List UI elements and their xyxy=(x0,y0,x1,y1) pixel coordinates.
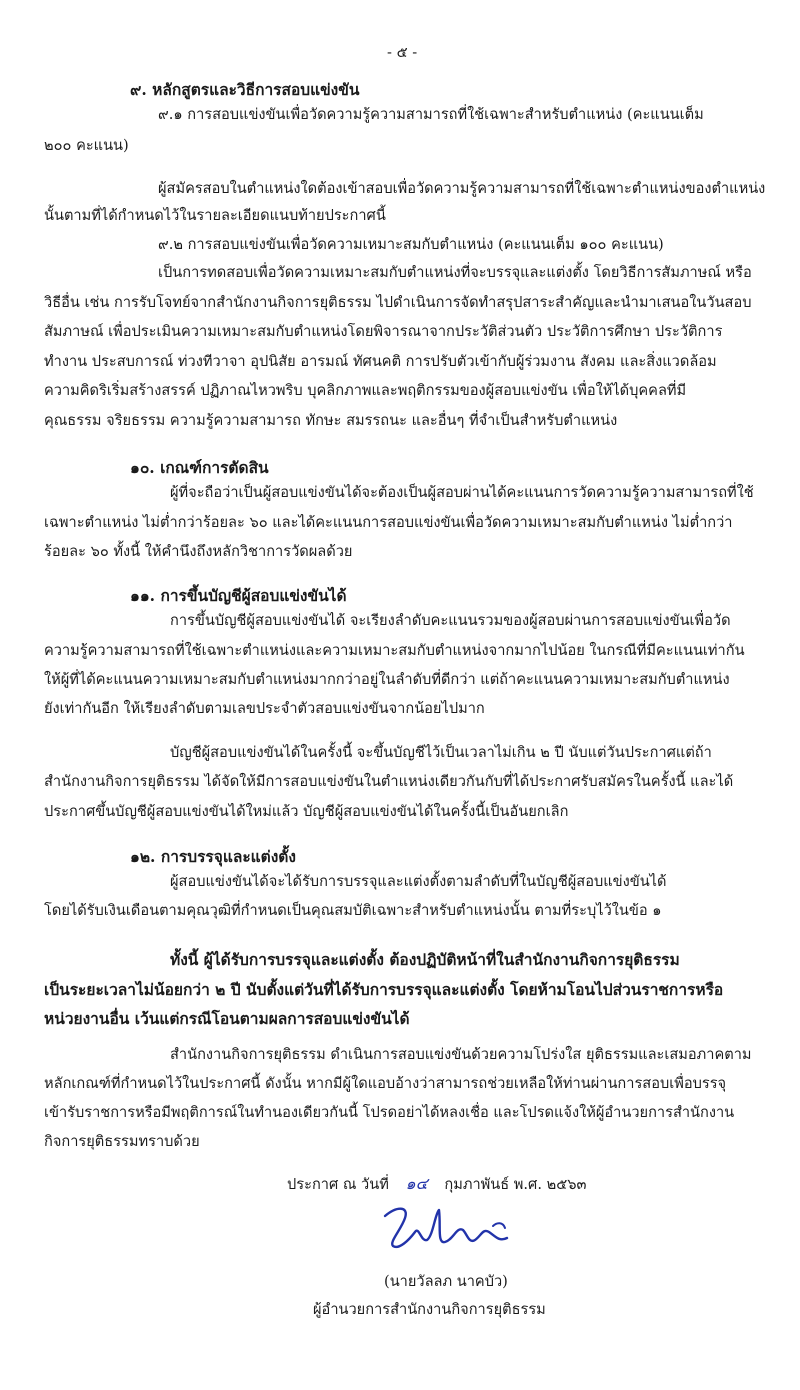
section-9-2-body-line: ทำงาน ประสบการณ์ ท่วงทีวาจา อุปนิสัย อารมณ์ ทัศนคติ การปรับตัวเข้ากับผู้ร่วมงาน สังคม และสิ่งแวดล้อม xyxy=(44,353,717,370)
signatory-name: (นายวัลลภ นาคบัว) xyxy=(384,1273,508,1290)
section-9-1-title: ๙.๑ การสอบแข่งขันเพื่อวัดความรู้ความสามารถที่ใช้เฉพาะสำหรับตำแหน่ง (คะแนนเต็ม xyxy=(158,106,704,123)
emphasis-line: หน่วยงานอื่น เว้นแต่กรณีโอนตามผลการสอบแข่งขันได้ xyxy=(44,1009,410,1028)
page-number: - ๕ - xyxy=(387,44,418,61)
section-10-heading: ๑๐. เกณฑ์การตัดสิน xyxy=(130,458,269,477)
section-11-body-line: ให้ผู้ที่ได้คะแนนความเหมาะสมกับตำแหน่งมากกว่าอยู่ในลำดับที่ดีกว่า แต่ถ้าคะแนนความเหมาะสมกับตำแหน่ง xyxy=(44,671,730,688)
section-10-body-line: เฉพาะตำแหน่ง ไม่ต่ำกว่าร้อยละ ๖๐ และได้คะแนนการสอบแข่งขันเพื่อวัดความเหมาะสมกับตำแหน่ง ไม่ต่ำกว่า xyxy=(44,514,733,531)
section-12-body-line: โดยได้รับเงินเดือนตามคุณวุฒิที่กำหนดเป็นคุณสมบัติเฉพาะสำหรับตำแหน่งนั้น ตามที่ระบุไว้ในข้อ ๑ xyxy=(44,902,662,919)
emphasis-line: เป็นระยะเวลาไม่น้อยกว่า ๒ ปี นับตั้งแต่วันที่ได้รับการบรรจุและแต่งตั้ง โดยห้ามโอนไปส่วนราชการหรือ xyxy=(44,980,724,999)
section-9-1-body-cont: นั้นตามที่ได้กำหนดไว้ในรายละเอียดแนบท้ายประกาศนี้ xyxy=(44,207,386,224)
signatory-position: ผู้อำนวยการสำนักงานกิจการยุติธรรม xyxy=(313,1301,546,1318)
section-9-heading: ๙. หลักสูตรและวิธีการสอบแข่งขัน xyxy=(130,80,360,99)
section-10-body-line: ร้อยละ ๖๐ ทั้งนี้ ให้คำนึงถึงหลักวิชาการวัดผลด้วย xyxy=(44,543,353,560)
section-11-body-line: บัญชีผู้สอบแข่งขันได้ในครั้งนี้ จะขึ้นบัญชีไว้เป็นเวลาไม่เกิน ๒ ปี นับแต่วันประกาศแต่ถ้า xyxy=(170,744,712,761)
emphasis-line: ทั้งนี้ ผู้ได้รับการบรรจุและแต่งตั้ง ต้องปฏิบัติหน้าที่ในสำนักงานกิจการยุติธรรม xyxy=(170,950,680,969)
section-11-body-line: การขึ้นบัญชีผู้สอบแข่งขันได้ จะเรียงลำดับคะแนนรวมของผู้สอบผ่านการสอบแข่งขันเพื่อวัด xyxy=(170,612,731,629)
section-10-body-line: ผู้ที่จะถือว่าเป็นผู้สอบแข่งขันได้จะต้องเป็นผู้สอบผ่านได้คะแนนการวัดความรู้ความสามารถที่ใช้ xyxy=(170,484,754,501)
closing-line: กิจการยุติธรรมทราบด้วย xyxy=(44,1133,200,1150)
section-12-heading: ๑๒. การบรรจุและแต่งตั้ง xyxy=(130,847,296,866)
section-11-body-line: ความรู้ความสามารถที่ใช้เฉพาะตำแหน่งและความเหมาะสมกับตำแหน่งจากมากไปน้อย ในกรณีที่มีคะแนนเท่ากัน xyxy=(44,642,745,659)
section-9-2-body-line: วิธีอื่น เช่น การรับโจทย์จากสำนักงานกิจการยุติธรรม ไปดำเนินการจัดทำสรุปสาระสำคัญและนำมาเสนอในวันสอบ xyxy=(44,294,752,311)
signature-image xyxy=(375,1196,525,1258)
closing-line: เข้ารับราชการหรือมีพฤติการณ์ในทำนองเดียวกันนี้ โปรดอย่าได้หลงเชื่อ และโปรดแจ้งให้ผู้อำนวยการสำนักงาน xyxy=(44,1104,735,1121)
announcement-month-year: กุมภาพันธ์ พ.ศ. ๒๕๖๓ xyxy=(444,1176,587,1193)
closing-line: สำนักงานกิจการยุติธรรม ดำเนินการสอบแข่งขันด้วยความโปร่งใส ยุติธรรมและเสมอภาคตาม xyxy=(170,1046,752,1063)
section-12-body-line: ผู้สอบแข่งขันได้จะได้รับการบรรจุและแต่งตั้งตามลำดับที่ในบัญชีผู้สอบแข่งขันได้ xyxy=(170,873,667,890)
section-9-2-body-line: ความคิดริเริ่มสร้างสรรค์ ปฏิภาณไหวพริบ บุคลิกภาพและพฤติกรรมของผู้สอบแข่งขัน เพื่อให้ได้บุคคลที่มี xyxy=(44,382,687,399)
section-9-2-body-line: เป็นการทดสอบเพื่อวัดความเหมาะสมกับตำแหน่งที่จะบรรจุและแต่งตั้ง โดยวิธีการสัมภาษณ์ หรือ xyxy=(158,264,752,281)
section-9-1-body: ผู้สมัครสอบในตำแหน่งใดต้องเข้าสอบเพื่อวัดความรู้ความสามารถที่ใช้เฉพาะตำแหน่งของตำแหน่ง xyxy=(158,180,766,197)
section-9-1-title-cont: ๒๐๐ คะแนน) xyxy=(44,137,129,154)
section-9-2-body-line: สัมภาษณ์ เพื่อประเมินความเหมาะสมกับตำแหน่งโดยพิจารณาจากประวัติส่วนตัว ประวัติการศึกษา ประวัติการ xyxy=(44,323,723,340)
announcement-prefix: ประกาศ ณ วันที่ xyxy=(287,1176,389,1193)
section-11-body-line: ประกาศขึ้นบัญชีผู้สอบแข่งขันได้ใหม่แล้ว บัญชีผู้สอบแข่งขันได้ในครั้งนี้เป็นอันยกเลิก xyxy=(44,803,569,820)
section-11-body-line: ยังเท่ากันอีก ให้เรียงลำดับตามเลขประจำตัวสอบแข่งขันจากน้อยไปมาก xyxy=(44,700,485,717)
section-9-2-body-line: คุณธรรม จริยธรรม ความรู้ความสามารถ ทักษะ สมรรถนะ และอื่นๆ ที่จำเป็นสำหรับตำแหน่ง xyxy=(44,412,618,429)
closing-line: หลักเกณฑ์ที่กำหนดไว้ในประกาศนี้ ดังนั้น หากมีผู้ใดแอบอ้างว่าสามารถช่วยเหลือให้ท่านผ่านการสอบเพื่อบรรจุ xyxy=(44,1075,727,1092)
section-11-body-line: สำนักงานกิจการยุติธรรม ได้จัดให้มีการสอบแข่งขันในตำแหน่งเดียวกันกับที่ได้ประกาศรับสมัครในครั้งนี้ และได้ xyxy=(44,773,734,790)
section-11-heading: ๑๑. การขึ้นบัญชีผู้สอบแข่งขันได้ xyxy=(130,586,347,605)
announcement-date xyxy=(287,1176,587,1193)
announcement-day: ๑๔ xyxy=(405,1174,428,1193)
section-9-2-title: ๙.๒ การสอบแข่งขันเพื่อวัดความเหมาะสมกับตำแหน่ง (คะแนนเต็ม ๑๐๐ คะแนน) xyxy=(158,236,664,253)
